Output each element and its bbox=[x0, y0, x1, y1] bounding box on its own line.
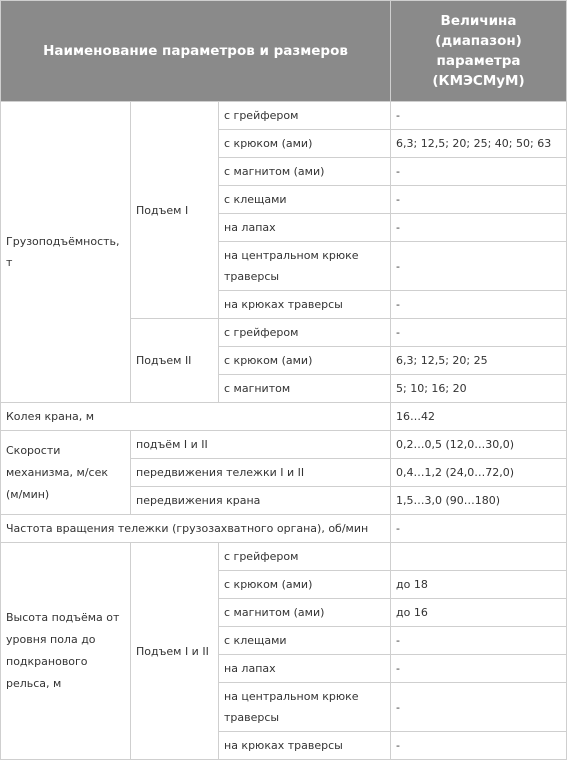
row-value: - bbox=[391, 214, 567, 242]
table-row bbox=[1, 403, 567, 431]
gauge-label: Колея крана, м bbox=[1, 403, 391, 431]
row-value: - bbox=[391, 319, 567, 347]
row-name: на крюках траверсы bbox=[219, 732, 391, 760]
row-value: - bbox=[391, 627, 567, 655]
capacity-lift1-label: Подъем I bbox=[131, 102, 219, 319]
row-name: с грейфером bbox=[219, 102, 391, 130]
row-name: передвижения тележки I и II bbox=[131, 459, 391, 487]
row-name: с крюком (ами) bbox=[219, 571, 391, 599]
header-parameter-value: Величина (диапазон) параметра (КМЭСМуМ) bbox=[391, 1, 567, 102]
rotation-label: Частота вращения тележки (грузозахватного органа), об/мин bbox=[1, 515, 391, 543]
row-name: с клещами bbox=[219, 627, 391, 655]
row-value: - bbox=[391, 242, 567, 291]
row-value: 0,4…1,2 (24,0…72,0) bbox=[391, 459, 567, 487]
capacity-lift2-label: Подъем II bbox=[131, 319, 219, 403]
row-name: с крюком (ами) bbox=[219, 130, 391, 158]
row-name: с грейфером bbox=[219, 319, 391, 347]
row-value: 0,2…0,5 (12,0…30,0) bbox=[391, 431, 567, 459]
row-name: с магнитом bbox=[219, 375, 391, 403]
row-value: 6,3; 12,5; 20; 25; 40; 50; 63 bbox=[391, 130, 567, 158]
row-name: на лапах bbox=[219, 214, 391, 242]
row-value: до 18 bbox=[391, 571, 567, 599]
table-row bbox=[1, 543, 567, 571]
row-name: с магнитом (ами) bbox=[219, 599, 391, 627]
row-value: - bbox=[391, 732, 567, 760]
row-value: - bbox=[391, 102, 567, 130]
row-value: - bbox=[391, 683, 567, 732]
row-value: 6,3; 12,5; 20; 25 bbox=[391, 347, 567, 375]
row-name: на крюках траверсы bbox=[219, 291, 391, 319]
row-value: до 16 bbox=[391, 599, 567, 627]
row-name: подъём I и II bbox=[131, 431, 391, 459]
rotation-value: - bbox=[391, 515, 567, 543]
gauge-value: 16…42 bbox=[391, 403, 567, 431]
table-row bbox=[1, 431, 567, 459]
row-value: - bbox=[391, 291, 567, 319]
row-name: на центральном крюке траверсы bbox=[219, 242, 391, 291]
row-name: с крюком (ами) bbox=[219, 347, 391, 375]
header-parameter-name: Наименование параметров и размеров bbox=[1, 1, 391, 102]
height-label: Высота подъёма от уровня пола до подкранового рельса, м bbox=[1, 543, 131, 760]
speeds-label: Скорости механизма, м/сек (м/мин) bbox=[1, 431, 131, 515]
row-value: - bbox=[391, 655, 567, 683]
table-row bbox=[1, 515, 567, 543]
row-value: 5; 10; 16; 20 bbox=[391, 375, 567, 403]
row-value: 1,5…3,0 (90…180) bbox=[391, 487, 567, 515]
row-name: передвижения крана bbox=[131, 487, 391, 515]
height-lift-label: Подъем I и II bbox=[131, 543, 219, 760]
row-name: с клещами bbox=[219, 186, 391, 214]
capacity-label: Грузоподъёмность, т bbox=[1, 102, 131, 403]
table-row bbox=[1, 102, 567, 130]
row-name: с магнитом (ами) bbox=[219, 158, 391, 186]
row-name: на центральном крюке траверсы bbox=[219, 683, 391, 732]
row-name: на лапах bbox=[219, 655, 391, 683]
row-value: - bbox=[391, 186, 567, 214]
row-name: с грейфером bbox=[219, 543, 391, 571]
row-value bbox=[391, 543, 567, 571]
row-value: - bbox=[391, 158, 567, 186]
